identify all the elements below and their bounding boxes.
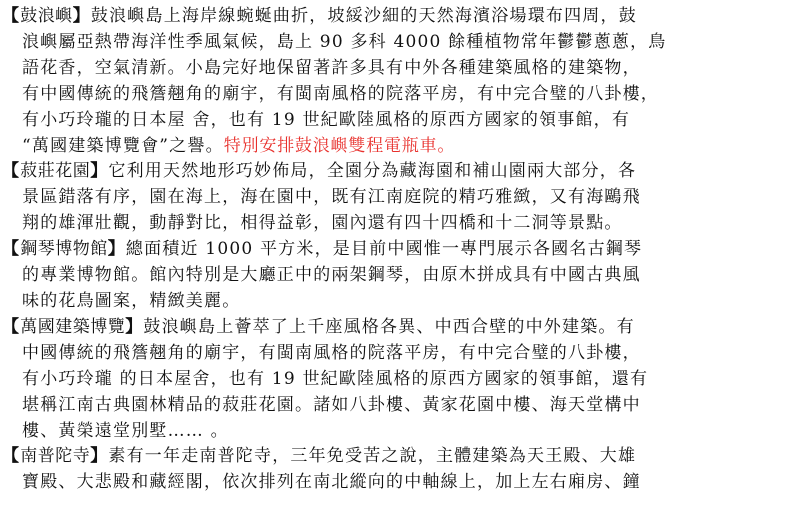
text-line: 樓、黃榮遠堂別墅…… 。 <box>22 420 229 441</box>
paragraph-text: 總面積近 1000 平方米，是目前中國惟一專門展示各國名古鋼琴 <box>125 239 643 260</box>
text-line <box>2 4 792 30</box>
section-heading: 鋼琴博物館 <box>20 239 108 260</box>
heading-bracket-close: 】 <box>125 316 144 337</box>
section-heading: 菽莊花園 <box>20 161 91 182</box>
text-line: 寶殿、大悲殿和藏經閣，依次排列在南北縱向的中軸線上，加上左右廂房、鐘 <box>22 472 641 493</box>
heading-bracket-open: 【 <box>2 239 21 260</box>
text-line: 有小巧玲瓏 的日本屋舍，也有 19 世紀歐陸風格的原西方國家的領事館，還有 <box>22 368 649 389</box>
paragraph-text: “萬國建築博覽會”之譽。 <box>22 135 224 156</box>
section-nanputuo-temple <box>2 444 792 496</box>
text-line <box>2 134 792 160</box>
highlight-note: 特別安排鼓浪嶼雙程電瓶車。 <box>223 135 456 156</box>
text-line <box>2 237 792 263</box>
text-line <box>2 159 792 185</box>
section-piano-museum <box>2 237 792 315</box>
heading-bracket-close: 】 <box>90 161 109 182</box>
paragraph-text: 鼓浪嶼島上海岸線蜿蜒曲折，坡綏沙細的天然海濱浴場環布四周，鼓 <box>90 6 637 26</box>
paragraph-text: 素有一年走南普陀寺，三年免受苦之說，主體建築為天王殿、大雄 <box>108 446 637 467</box>
text-line: 語花香，空氣清新。小島完好地保留著許多具有中外各種建築風格的建築物， <box>22 57 641 78</box>
section-shuzhuang-garden <box>2 159 792 237</box>
text-line: 景區錯落有序，園在海上，海在園中，既有江南庭院的精巧雅緻，又有海鷗飛 <box>22 187 641 208</box>
text-line: 的專業博物館。館內特別是大廳正中的兩架鋼琴，由原木拼成具有中國古典風 <box>22 265 641 286</box>
heading-bracket-close: 】 <box>107 239 126 260</box>
paragraph-text: 鼓浪嶼島上薈萃了上千座風格各異、中西合壁的中外建築。有 <box>143 316 635 337</box>
text-line <box>2 315 792 341</box>
text-line: 翔的雄渾壯觀，動靜對比，相得益彰，園內還有四十四橋和十二洞等景點。 <box>22 213 623 234</box>
section-architecture-expo <box>2 315 792 445</box>
heading-bracket-open: 【 <box>2 446 21 467</box>
document-body <box>2 4 792 496</box>
section-heading: 鼓浪嶼 <box>20 6 73 26</box>
heading-bracket-open: 【 <box>2 161 21 182</box>
text-line: 浪嶼屬亞熱帶海洋性季風氣候，島上 90 多科 4000 餘種植物常年鬱鬱蔥蔥，鳥 <box>22 31 667 52</box>
text-line: 有小巧玲瓏的日本屋 舍，也有 19 世紀歐陸風格的原西方國家的領事館，有 <box>22 109 631 130</box>
section-heading: 南普陀寺 <box>20 446 91 467</box>
section-gulangyu <box>2 4 792 159</box>
heading-bracket-open: 【 <box>2 316 21 337</box>
text-line: 堪稱江南古典園林精品的菽莊花園。諸如八卦樓、黃家花園中樓、海天堂構中 <box>22 394 641 415</box>
text-line <box>2 444 792 470</box>
heading-bracket-open: 【 <box>2 6 21 26</box>
paragraph-text: 它利用天然地形巧妙佈局，全園分為藏海園和補山園兩大部分，各 <box>108 161 637 182</box>
text-line: 有中國傳統的飛簷翹角的廟宇，有閩南風格的院落平房，有中完合璧的八卦樓， <box>22 83 659 104</box>
heading-bracket-close: 】 <box>90 446 109 467</box>
text-line: 中國傳統的飛簷翹角的廟宇，有閩南風格的院落平房，有中完合璧的八卦樓， <box>22 342 641 363</box>
text-line: 味的花鳥圖案，精緻美麗。 <box>22 290 241 311</box>
section-heading: 萬國建築博覽 <box>20 316 126 337</box>
heading-bracket-close: 】 <box>72 6 91 26</box>
